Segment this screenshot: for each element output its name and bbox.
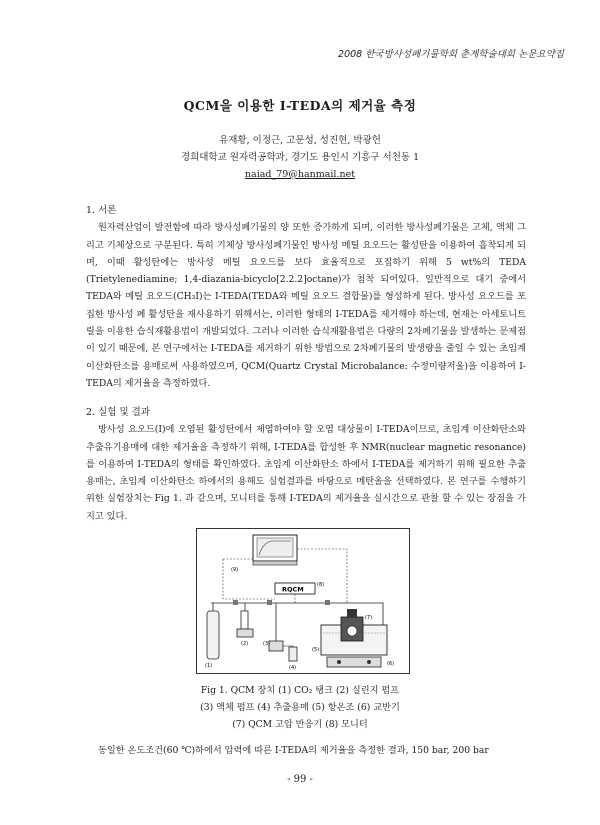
figure-label-6: (6)	[387, 661, 395, 667]
continuation-paragraph: 동일한 온도조건(60 ℃)하에서 압력에 따른 I-TEDA의 제거율을 측정한 결과, 150 bar, 200 bar	[98, 745, 489, 756]
figure-label-3: (3)	[263, 641, 271, 647]
section-heading: 2. 실험 및 결과	[86, 407, 151, 418]
paper-title: QCM을 이용한 I-TEDA의 제거율 측정	[183, 98, 417, 113]
figure-label-9: (9)	[231, 567, 239, 573]
caption-line: (7) QCM 고압 반응기 (8) 모니터	[232, 719, 368, 730]
running-header: 2008 한국방사성폐기물학회 춘계학술대회 논문요약집	[338, 49, 564, 60]
apparatus-diagram	[197, 529, 409, 673]
section-paragraph: 방사성 요오드(I)에 오염된 활성탄에서 제염하여야 할 오염 대상물이 I-TEDA이므로, 초임계 이산화탄소와 추출유기용매에 대한 제거율을 측정하기 위해, I-TEDA를 합성한 후 NMR(nuclear magnetic resonance)를 이용하여 I-TEDA의 형태를 확인하였다. 초임계 이산화탄소 하에서 I-TEDA를 제거하기 위해 필요한 추출용매는, 초임계 이산화탄소 하에서의 용해도 실험결과를 바탕으로 메탄올을 선택하였다. 본 연구를 수행하기 위한 실험장치는 Fig 1. 과 같으며, 모니터를 통해 I-TEDA의 제거율을 실시간으로 관찰 할 수 있는 장점을 가지고 있다.	[86, 424, 526, 522]
rqcm-label: RQCM	[282, 585, 304, 594]
figure-label-1: (1)	[205, 663, 213, 669]
figure-label-8: (8)	[317, 582, 325, 588]
figure-label-7: (7)	[365, 615, 373, 621]
section-introduction	[86, 202, 526, 392]
caption-line: Fig 1. QCM 장치 (1) CO₂ 탱크 (2) 실린지 펌프	[200, 685, 400, 696]
author-affiliation: 경희대학교 원자력공학과, 경기도 용인시 기흥구 서천동 1	[180, 152, 420, 163]
figure-label-4: (4)	[289, 665, 297, 671]
author-block	[0, 132, 600, 183]
section-paragraph: 원자력산업이 발전함에 따라 방사성폐기물의 양 또한 증가하게 되며, 이러한 방사성폐기물은 고체, 액체 그리고 기체상으로 구분된다. 특히 기체상 방사성폐기물인 방사성 메틸 요오드는 활성탄을 이용하여 흡착되게 되며, 이때 활성탄에는 방사성 메틸 요오드를 보다 효율적으로 포집하기 위해 5 wt%의 TEDA (Trietylenediamine; 1,4-diazania-bicyclo[2.2.2]octane)가 첨착 되어있다. 일반적으로 대기 중에서 TEDA와 메틸 요오드(CH₃I)는 I-TEDA(TEDA와 메틸 요오드 결합물)를 형성하게 된다. 방사성 요오드를 포집한 방사성 폐 활성탄을 재사용하기 위해서는, 이러한 형태의 I-TEDA를 제거해야 하는데, 현재는 아세토니트릴을 이용한 습식재활용법이 개발되었다. 그러나 이러한 습식재활용법은 다량의 2차폐기물을 발생하는 문제점이 있기 때문에, 본 연구에서는 I-TEDA를 제거하기 위한 방법으로 2차폐기물의 발생량을 줄일 수 있는 초임계 이산화탄소를 용매로써 사용하였으며, QCM(Quartz Crystal Microbalance: 수정미량저울)을 이용하여 I-TEDA의 제거율을 측정하였다.	[86, 222, 526, 389]
figure-caption	[0, 682, 600, 733]
apparatus-figure	[196, 528, 410, 674]
section-heading: 1. 서론	[86, 205, 117, 216]
page-number: - 99 -	[287, 774, 313, 785]
figure-label-2: (2)	[241, 641, 249, 647]
figure-label-5: (5)	[312, 647, 320, 653]
caption-line: (3) 액체 펌프 (4) 추출용매 (5) 항온조 (6) 교반기	[200, 702, 400, 713]
author-email[interactable]: naiad_79@hanmail.net	[244, 169, 356, 180]
section-experiment	[86, 404, 526, 525]
author-names: 유재황, 이정근, 고문성, 성진현, 박광헌	[219, 135, 381, 146]
